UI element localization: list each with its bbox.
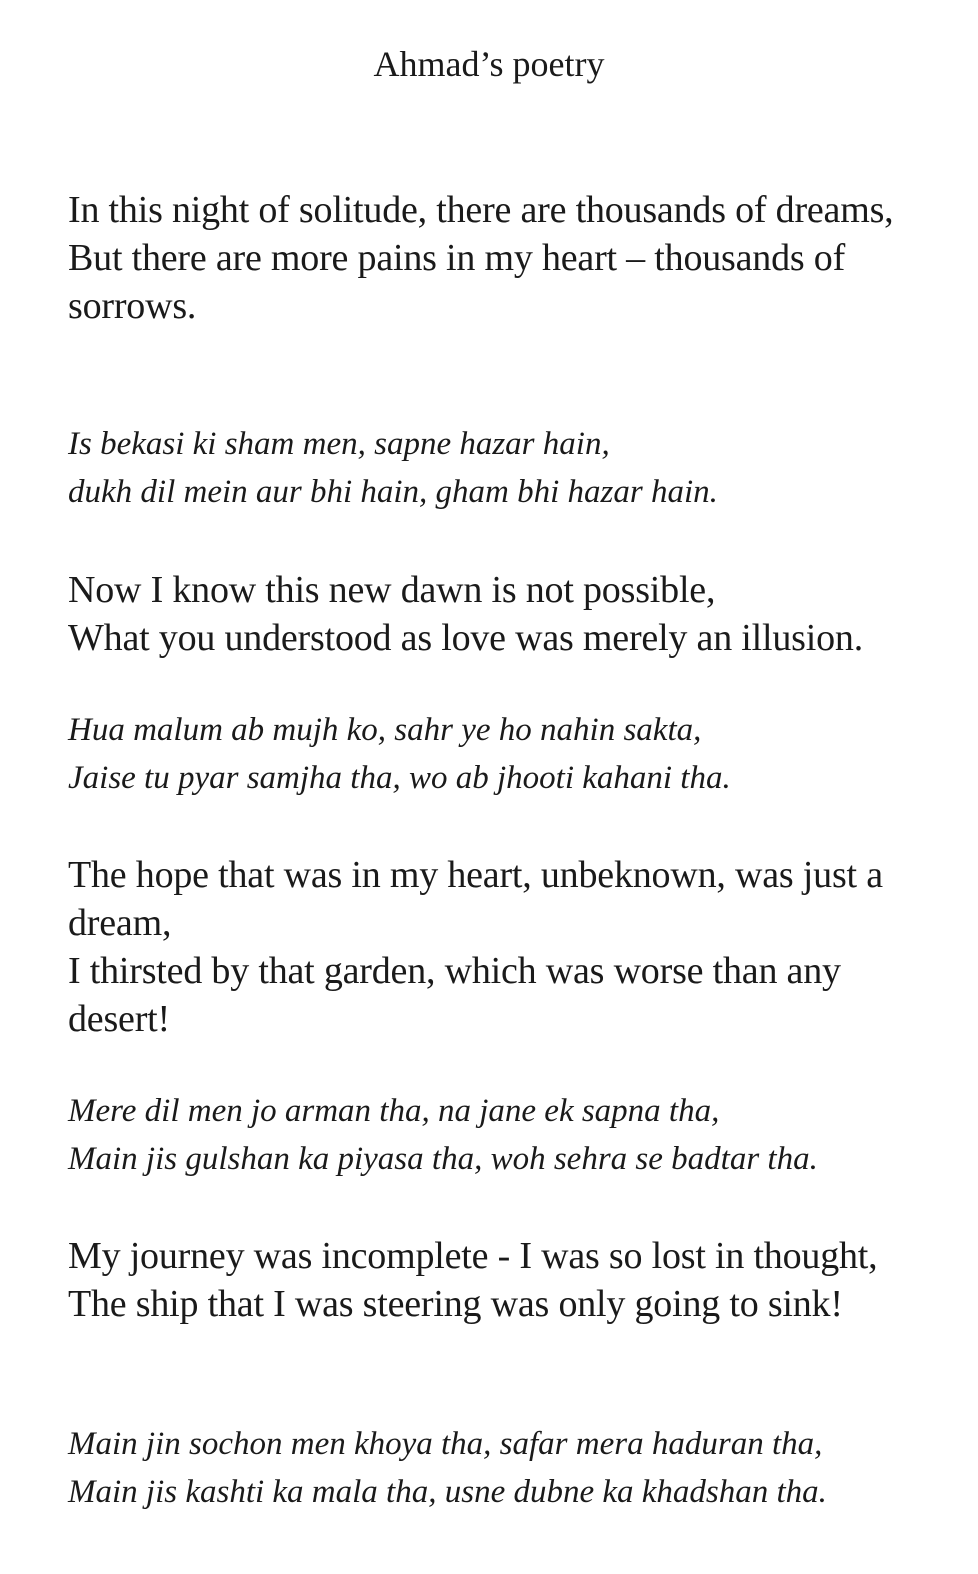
verse-line: My journey was incomplete - I was so lost in thought, — [68, 1235, 878, 1277]
english-stanza-1 — [68, 186, 928, 330]
english-stanza-4 — [68, 1232, 928, 1328]
verse-line: In this night of solitude, there are thousands of dreams, — [68, 189, 894, 231]
verse-line: Is bekasi ki sham men, sapne hazar hain, — [68, 426, 610, 462]
verse-line: Hua malum ab mujh ko, sahr ye ho nahin sakta, — [68, 712, 702, 748]
verse-line: Main jis kashti ka mala tha, usne dubne ka khadshan tha. — [68, 1474, 827, 1510]
verse-line: dukh dil mein aur bhi hain, gham bhi hazar hain. — [68, 474, 718, 510]
page-title: Ahmad’s poetry — [373, 44, 605, 84]
verse-line: Jaise tu pyar samjha tha, wo ab jhooti kahani tha. — [68, 760, 731, 796]
verse-line: But there are more pains in my heart – thousands of sorrows. — [68, 237, 846, 327]
transliteration-stanza-3 — [68, 1087, 928, 1183]
verse-line: Main jis gulshan ka piyasa tha, woh sehra se badtar tha. — [68, 1141, 818, 1177]
verse-line: The hope that was in my heart, unbeknown, was just a dream, — [68, 854, 883, 944]
verse-line: I thirsted by that garden, which was worse than any desert! — [68, 950, 841, 1040]
english-stanza-3 — [68, 851, 928, 1043]
verse-line: Main jin sochon men khoya tha, safar mera haduran tha, — [68, 1426, 823, 1462]
english-stanza-2 — [68, 566, 928, 662]
transliteration-stanza-2 — [68, 706, 928, 802]
verse-line: Mere dil men jo arman tha, na jane ek sapna tha, — [68, 1093, 720, 1129]
verse-line: What you understood as love was merely an illusion. — [68, 617, 864, 659]
verse-line: Now I know this new dawn is not possible, — [68, 569, 716, 611]
transliteration-stanza-4 — [68, 1420, 928, 1516]
verse-line: The ship that I was steering was only going to sink! — [68, 1283, 843, 1325]
transliteration-stanza-1 — [68, 420, 928, 516]
